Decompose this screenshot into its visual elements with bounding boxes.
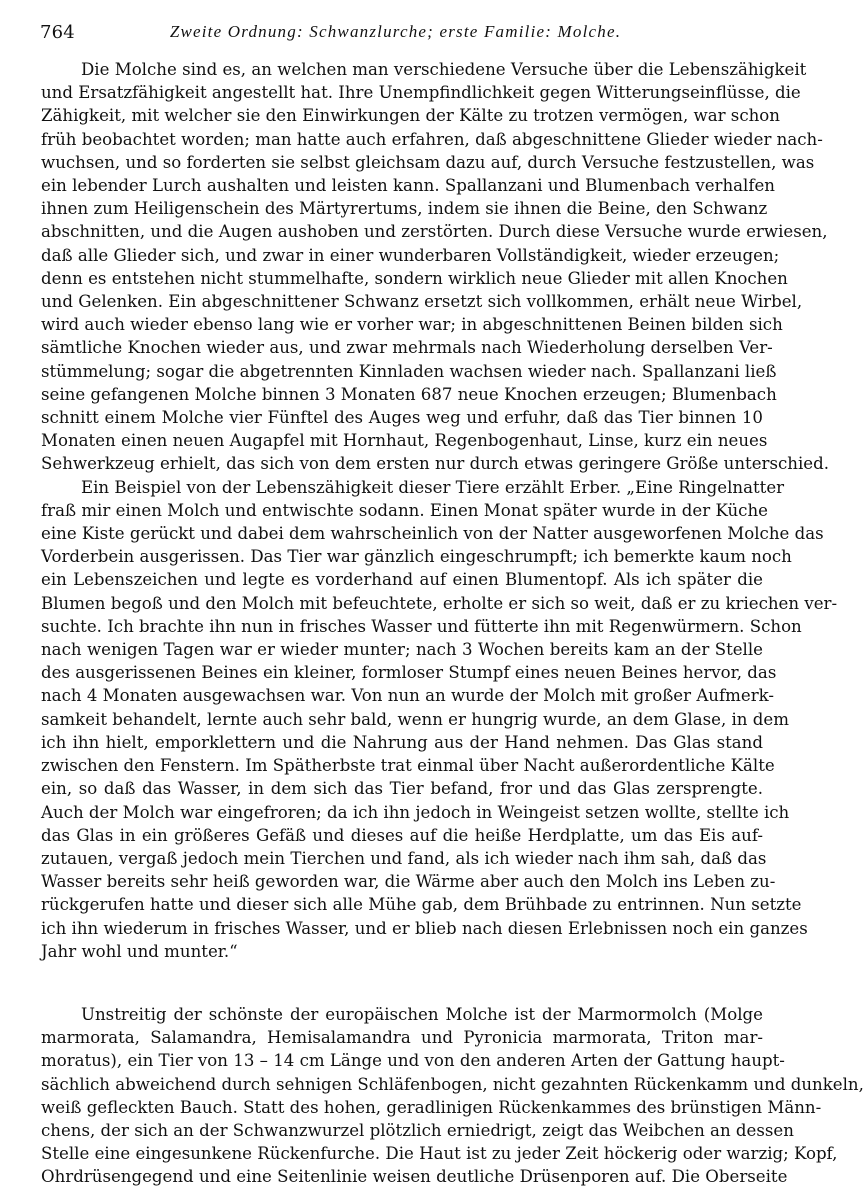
- text-line: marmorata, Salamandra, Hemisalamandra und Pyronicia marmorata, Triton mar-: [41, 1028, 763, 1048]
- text-line: ein, so daß das Wasser, in dem sich das Tier befand, fror und das Glas zersprengte.: [41, 779, 763, 799]
- text-line: ein Lebenszeichen und legte es vorderhand auf einen Blumentopf. Als ich später die: [41, 570, 763, 590]
- text-line: abschnitten, und die Augen aushoben und zerstörten. Durch diese Versuche wurde erwiesen,: [41, 222, 828, 242]
- text-line: sämtliche Knochen wieder aus, und zwar mehrmals nach Wiederholung derselben Ver-: [41, 338, 773, 358]
- text-line: wuchsen, und so forderten sie selbst gleichsam dazu auf, durch Versuche festzustellen, was: [41, 152, 815, 172]
- text-line: ich ihn wiederum in frisches Wasser, und er blieb nach diesen Erlebnissen noch ein ganzes: [41, 918, 808, 938]
- body-text: [41, 58, 864, 1189]
- text-line: das Glas in ein größeres Gefäß und dieses auf die heiße Herdplatte, um das Eis auf-: [41, 825, 763, 845]
- text-line: ihnen zum Heiligenschein des Märtyrertums, indem sie ihnen die Beine, den Schwanz: [41, 199, 768, 219]
- text-line: rückgerufen hatte und dieser sich alle Mühe gab, dem Brühbade zu entrinnen. Nun setzte: [41, 895, 802, 915]
- text-line: Vorderbein ausgerissen. Das Tier war gänzlich eingeschrumpft; ich bemerkte kaum noch: [41, 547, 792, 567]
- text-line: daß alle Glieder sich, und zwar in einer wunderbaren Vollständigkeit, wieder erzeugen;: [41, 245, 780, 265]
- text-line: des ausgerissenen Beines ein kleiner, formloser Stumpf eines neuen Beines hervor, das: [41, 663, 777, 683]
- text-line: suchte. Ich brachte ihn nun in frisches Wasser und fütterte ihn mit Regenwürmern. Schon: [41, 616, 802, 636]
- text-line: Monaten einen neuen Augapfel mit Hornhaut, Regenbogenhaut, Linse, kurz ein neues: [41, 431, 768, 451]
- text-line: schnitt einem Molche vier Fünftel des Auges weg und erfuhr, daß das Tier binnen 10: [41, 408, 763, 428]
- text-line: denn es entstehen nicht stummelhafte, sondern wirklich neue Glieder mit allen Knochen: [41, 268, 788, 288]
- text-line: Die Molche sind es, an welchen man verschiedene Versuche über die Lebenszähigkeit: [81, 60, 807, 79]
- text-line: Zähigkeit, mit welcher sie den Einwirkungen der Kälte zu trotzen vermögen, war schon: [41, 106, 780, 126]
- text-line: ich ihn hielt, emporklettern und die Nahrung aus der Hand nehmen. Das Glas stand: [41, 732, 763, 752]
- text-line: seine gefangenen Molche binnen 3 Monaten 687 neue Knochen erzeugen; Blumenbach: [41, 384, 777, 404]
- text-line: Blumen begoß und den Molch mit befeuchtete, erholte er sich so weit, daß er zu kriechen ver-: [41, 593, 838, 613]
- running-title: Zweite Ordnung: Schwanzlurche; erste Familie: Molche.: [169, 22, 622, 41]
- text-line: zwischen den Fenstern. Im Spätherbste trat einmal über Nacht außerordentliche Kälte: [41, 756, 775, 776]
- text-line: eine Kiste gerückt und dabei dem wahrscheinlich von der Natter ausgeworfenen Molche das: [41, 524, 824, 544]
- text-line: Jahr wohl und munter.“: [41, 941, 238, 961]
- text-line: und Ersatzfähigkeit angestellt hat. Ihre Unempfindlichkeit gegen Witterungseinflüsse, die: [41, 83, 801, 103]
- text-line: sächlich abweichend durch sehnigen Schläfenbogen, nicht gezahnten Rückenkamm und dunkeln,: [41, 1074, 864, 1094]
- text-line: früh beobachtet worden; man hatte auch erfahren, daß abgeschnittene Glieder wieder nach-: [41, 129, 823, 149]
- text-line: Sehwerkzeug erhielt, das sich von dem ersten nur durch etwas geringere Größe unterschied.: [41, 454, 829, 474]
- text-line: Stelle eine eingesunkene Rückenfurche. Die Haut ist zu jeder Zeit höckerig oder warzig; Kopf,: [41, 1144, 838, 1164]
- text-line: zutauen, vergaß jedoch mein Tierchen und fand, als ich wieder nach ihm sah, daß das: [41, 848, 767, 868]
- text-line: chens, der sich an der Schwanzwurzel plötzlich erniedrigt, zeigt das Weibchen an dessen: [41, 1120, 794, 1140]
- text-line: moratus), ein Tier von 13 – 14 cm Länge und von den anderen Arten der Gattung haupt-: [41, 1051, 785, 1071]
- paragraph-1: [41, 58, 829, 476]
- paragraph-2: [41, 476, 838, 963]
- paragraph-3: [41, 1003, 864, 1189]
- text-line: und Gelenken. Ein abgeschnittener Schwanz ersetzt sich vollkommen, erhält neue Wirbel,: [41, 292, 803, 312]
- text-line: Ein Beispiel von der Lebenszähigkeit dieser Tiere erzählt Erber. „Eine Ringelnatter: [81, 477, 785, 497]
- section-gap: [41, 963, 763, 1003]
- text-line: wird auch wieder ebenso lang wie er vorher war; in abgeschnittenen Beinen bilden sich: [41, 315, 783, 335]
- page-number: 764: [40, 22, 75, 43]
- text-line: samkeit behandelt, lernte auch sehr bald, wenn er hungrig wurde, an dem Glase, in dem: [41, 709, 789, 729]
- text-line: nach 4 Monaten ausgewachsen war. Von nun an wurde der Molch mit großer Aufmerk-: [41, 686, 774, 706]
- text-line: ein lebender Lurch aushalten und leisten kann. Spallanzani und Blumenbach verhalfen: [41, 176, 775, 196]
- text-line: Ohrdrüsengegend und eine Seitenlinie weisen deutliche Drüsenporen auf. Die Oberseite: [41, 1167, 788, 1187]
- text-line: stümmelung; sogar die abgetrennten Kinnladen wachsen wieder nach. Spallanzani ließ: [41, 361, 777, 381]
- page-header: [40, 18, 751, 46]
- text-line: Unstreitig der schönste der europäischen Molche ist der Marmormolch (Molge: [81, 1004, 763, 1024]
- text-line: Auch der Molch war eingefroren; da ich ihn jedoch in Weingeist setzen wollte, stellte ich: [41, 802, 790, 822]
- text-line: Wasser bereits sehr heiß geworden war, die Wärme aber auch den Molch ins Leben zu-: [41, 872, 776, 892]
- text-line: weiß gefleckten Bauch. Statt des hohen, geradlinigen Rückenkammes des brünstigen Männ-: [41, 1097, 822, 1117]
- text-line: nach wenigen Tagen war er wieder munter; nach 3 Wochen bereits kam an der Stelle: [41, 640, 763, 660]
- text-line: fraß mir einen Molch und entwischte sodann. Einen Monat später wurde in der Küche: [41, 500, 768, 520]
